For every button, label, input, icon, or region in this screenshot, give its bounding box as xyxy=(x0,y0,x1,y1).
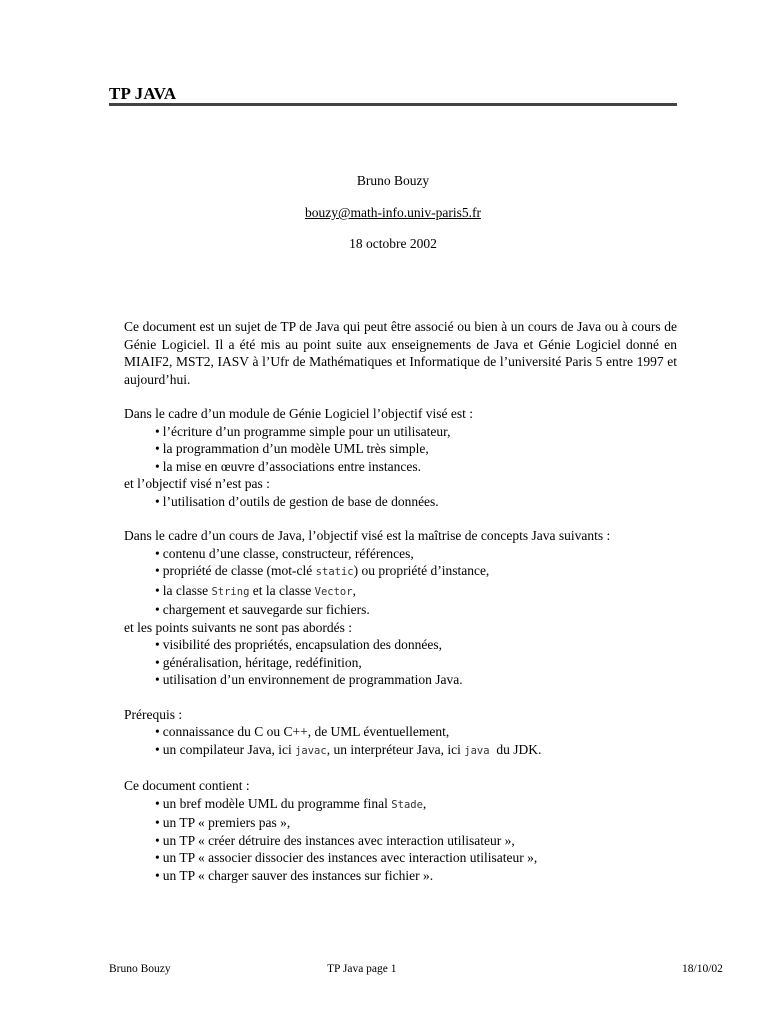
list-item: • la programmation d’un modèle UML très simple, xyxy=(155,441,429,456)
list-item: • un bref modèle UML du programme final Stade, xyxy=(155,795,427,811)
gl-not-objective-list xyxy=(124,493,677,511)
page-title: TP JAVA xyxy=(109,84,177,103)
code-stade: Stade xyxy=(391,798,423,811)
email-link[interactable]: bouzy@math-info.univ-paris5.fr xyxy=(305,205,481,220)
java-objective-lead: Dans le cadre d’un cours de Java, l’objectif visé est la maîtrise de concepts Java suivants : xyxy=(124,528,611,543)
list-item: • la mise en œuvre d’associations entre instances. xyxy=(155,458,422,474)
author-email[interactable] xyxy=(109,205,677,221)
list-item: • un TP « premiers pas », xyxy=(155,815,291,830)
author-name: Bruno Bouzy xyxy=(356,173,430,188)
list-item: • un compilateur Java, ici javac, un interpréteur Java, ici java du JDK. xyxy=(155,741,542,757)
list-item: • la classe String et la classe Vector, xyxy=(155,582,356,598)
intro-paragraph: Ce document est un sujet de TP de Java qui peut être associé ou bien à un cours de Java ou à cours de Génie Logiciel. Il a été mis au point suite aux enseignements de Java et Génie Logiciel donné en MIAIF2, MST2, IASV à l’Ufr de Mathématiques et Informatique de l’université Paris 5 entre 1997 et aujourd’hui. xyxy=(124,319,677,387)
footer-date: 18/10/02 xyxy=(682,963,723,975)
code-java: java xyxy=(464,744,490,757)
prereq-list xyxy=(124,723,677,760)
list-item: • l’utilisation d’outils de gestion de base de données. xyxy=(155,493,439,509)
footer-author: Bruno Bouzy xyxy=(109,963,171,975)
contents-lead: Ce document contient : xyxy=(124,778,250,793)
code-string: String xyxy=(211,585,250,598)
code-static: static xyxy=(315,566,354,578)
code-javac: javac xyxy=(295,744,327,757)
list-item: • un TP « créer détruire des instances avec interaction utilisateur », xyxy=(155,832,515,848)
java-not-covered-lead: et les points suivants ne sont pas abordés : xyxy=(124,619,352,635)
list-item: • généralisation, héritage, redéfinition, xyxy=(155,654,362,670)
list-item: • l’écriture d’un programme simple pour un utilisateur, xyxy=(155,423,451,439)
document-date: 18 octobre 2002 xyxy=(349,236,437,251)
list-item: • contenu d’une classe, constructeur, références, xyxy=(155,545,414,561)
document-body xyxy=(124,318,677,884)
gl-objective-lead: Dans le cadre d’un module de Génie Logiciel l’objectif visé est : xyxy=(124,406,474,421)
list-item: • connaissance du C ou C++, de UML éventuellement, xyxy=(155,724,450,739)
contents-list xyxy=(124,795,677,885)
list-item: • propriété de classe (mot-clé static) ou propriété d’instance, xyxy=(155,563,490,578)
prereq-lead: Prérequis : xyxy=(124,706,183,722)
title-rule xyxy=(109,103,677,106)
footer-page-number: TP Java page 1 xyxy=(327,963,397,975)
list-item: • utilisation d’un environnement de programmation Java. xyxy=(155,672,463,687)
list-item: • visibilité des propriétés, encapsulation des données, xyxy=(155,637,443,652)
list-item: • un TP « charger sauver des instances sur fichier ». xyxy=(155,867,434,883)
gl-objective-list xyxy=(124,423,677,476)
gl-not-objective-lead: et l’objectif visé n’est pas : xyxy=(124,476,270,491)
code-vector: Vector xyxy=(314,585,353,598)
list-item: • un TP « associer dissocier des instances avec interaction utilisateur », xyxy=(155,850,538,865)
java-objective-list xyxy=(124,545,677,619)
list-item: • chargement et sauvegarde sur fichiers. xyxy=(155,602,370,617)
java-not-covered-list xyxy=(124,636,677,689)
